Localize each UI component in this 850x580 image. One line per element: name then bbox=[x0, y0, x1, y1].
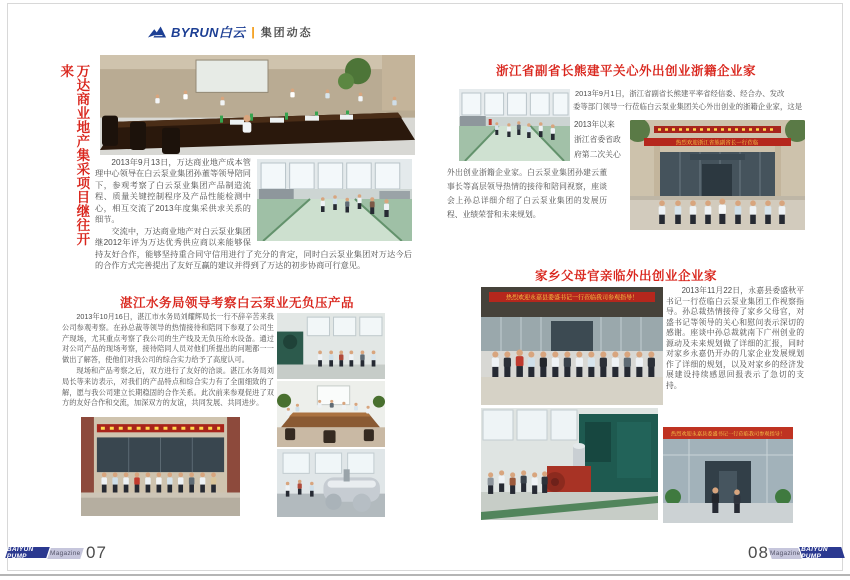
right-article2-body bbox=[666, 286, 804, 391]
meeting-room-illustration bbox=[100, 55, 415, 155]
workshop-tour-illustration bbox=[277, 313, 385, 379]
photo-yongjia-workshop-pump bbox=[481, 408, 658, 520]
photo-yongjia-large-group bbox=[481, 287, 663, 405]
yongjia-group-banner-text: 热烈欢迎永嘉县委盛书记一行莅临我司参观指导！ bbox=[505, 295, 639, 302]
two-officials-illustration bbox=[663, 427, 793, 523]
footer-right-magazine-label: Magazine bbox=[769, 550, 801, 557]
byrun-logo-icon bbox=[147, 25, 167, 39]
factory-aisle-illustration bbox=[257, 159, 412, 241]
yongjia-two-banner-text: 热烈欢迎永嘉县委盛书记一行莅临我司参观指导！ bbox=[670, 431, 786, 438]
footer-left-brand-label: BAIYUN PUMP bbox=[7, 545, 34, 560]
yongjia-group-illustration bbox=[481, 287, 663, 405]
left-vertical-title: 万达商业地产集采项目继往开来 bbox=[58, 64, 90, 246]
footer-left-brand-bar bbox=[5, 547, 50, 558]
photo-zhanjiang-group-building bbox=[81, 417, 240, 516]
right-article2-title: 家乡父母官亲临外出创业企业家 bbox=[534, 269, 717, 283]
zhejiang-banner-text: 热烈欢迎浙江省熊副省长一行莅临 bbox=[675, 140, 759, 147]
right-article1-continuation: 外出创业浙籍企业家。白云泵业集团孙建云董事长等高层领导热情的接待和陪同视察，座谈会上孙总详细介绍了白云泵业集团的发展历程、业绩荣誉和未来规划。 bbox=[447, 168, 607, 219]
brand-separator: | bbox=[251, 24, 255, 39]
zhejiang-aisle-illustration bbox=[459, 89, 570, 161]
photo-yongjia-two-officials bbox=[663, 427, 793, 523]
right-article1-column-line: 浙江省委省政 bbox=[574, 135, 621, 144]
right-page-number: 08 bbox=[748, 543, 769, 562]
brand-name: BYRUN白云 bbox=[171, 25, 246, 40]
group-building-illustration bbox=[81, 417, 240, 516]
zhejiang-group-illustration bbox=[630, 120, 805, 230]
section-title: 集团动态 bbox=[260, 26, 313, 39]
left-article2-paragraph: 现场和产品考察之后，双方进行了友好的洽谈。湛江水务局刘局长等来访表示，对我们的产品特点和综合实力有了全面细致的了解，愿与我公司建立长期稳固的合作关系。此次前来参观促进了双方的友好合作和交流，加深双方的友谊，共同发展、共同进步。 bbox=[62, 365, 274, 408]
right-article1-column-line: 2013年以来 bbox=[574, 120, 615, 129]
brand-header bbox=[147, 22, 313, 41]
left-article2-paragraph: 2013年10月16日，湛江市水务局刘耀辉局长一行不辞辛苦来我公司参观考察。在孙总裁等领导的热情接待和陪同下参观了公司生产现场，尤其重点考察了我公司的生产线及无负压给水设备。通过对公司产品的现场考察，接待陪同人员对他们所提出的问题都一一做出了解答，使他们对我公司的综合实力给予了高度认可。 bbox=[62, 312, 274, 365]
photo-workshop-tour bbox=[277, 313, 385, 379]
left-article2-title: 湛江水务局领导考察白云泵业无负压产品 bbox=[119, 296, 354, 310]
footer-right-brand-bar bbox=[799, 547, 845, 558]
photo-discussion-table bbox=[277, 381, 385, 447]
photo-zhejiang-delegation-group bbox=[630, 120, 805, 230]
right-article1-title: 浙江省副省长熊建平关心外出创业浙籍企业家 bbox=[495, 64, 756, 78]
workshop-pump-illustration bbox=[481, 408, 658, 520]
left-article1-body bbox=[95, 157, 412, 272]
footer-left-magazine-bar bbox=[47, 548, 84, 559]
footer-left-magazine-label: Magazine bbox=[50, 550, 81, 557]
left-article1-paragraph: 交流中，万达商业地产对白云泵业集团继2012年评为万达优秀供应商以来能够保持友好合作，能够坚持重合同守信用进行了充分的肯定，同时白云泵业集团对万达今后的合作方式完善提出了友好互赢的建议并得到了万达的初步协商可行意见。 bbox=[95, 226, 412, 271]
left-article1-paragraph: 2013年9月13日，万达商业地产成本管理中心领导在白云泵业集团孙董等领导陪同下，参观考察了白云泵业集团产品制造流程、质量关键控制程序及产品性能检测中心，相互交流了2013年度集采供求关系的细节。 bbox=[95, 158, 251, 225]
pump-products-illustration bbox=[277, 449, 385, 517]
photo-zhejiang-factory-aisle bbox=[459, 89, 570, 161]
photo-wanda-meeting-room bbox=[100, 55, 415, 155]
right-article1-line2: 委等部门领导一行莅临白云泵业集团关心外出创业的浙籍企业家，这是 bbox=[573, 102, 803, 111]
footer-right-brand-label: BAIYUN PUMP bbox=[801, 545, 828, 560]
left-page-number: 07 bbox=[86, 543, 107, 562]
right-article1-line1: 2013年9月1日，浙江省副省长熊建平率省经信委、经合办、发改 bbox=[575, 89, 785, 98]
right-article1-column bbox=[574, 117, 621, 162]
left-article2-body bbox=[62, 312, 274, 409]
photo-factory-aisle-visit bbox=[257, 159, 412, 241]
right-article2-paragraph: 2013年11月22日，永嘉县委盛秋平书记一行莅临白云泵业集团工作视察指导。孙总裁热情接待了家乡父母官，对盛书记等领导的关心和慰问表示深切的感谢。座谈中孙总裁就南下广州创业的源动及未来规划做了详细的汇报，同时对家乡永嘉仍开办的几家企业发展规划作了详细的规划，以及对家乡的经济发展建设持续感恩回报表示了急切的支持。 bbox=[666, 286, 804, 390]
right-article1-column-line: 府第二次关心 bbox=[574, 150, 621, 159]
footer-right-magazine-bar bbox=[768, 548, 802, 559]
discussion-table-illustration bbox=[277, 381, 385, 447]
bottom-edge-line bbox=[0, 574, 850, 576]
photo-pump-products bbox=[277, 449, 385, 517]
